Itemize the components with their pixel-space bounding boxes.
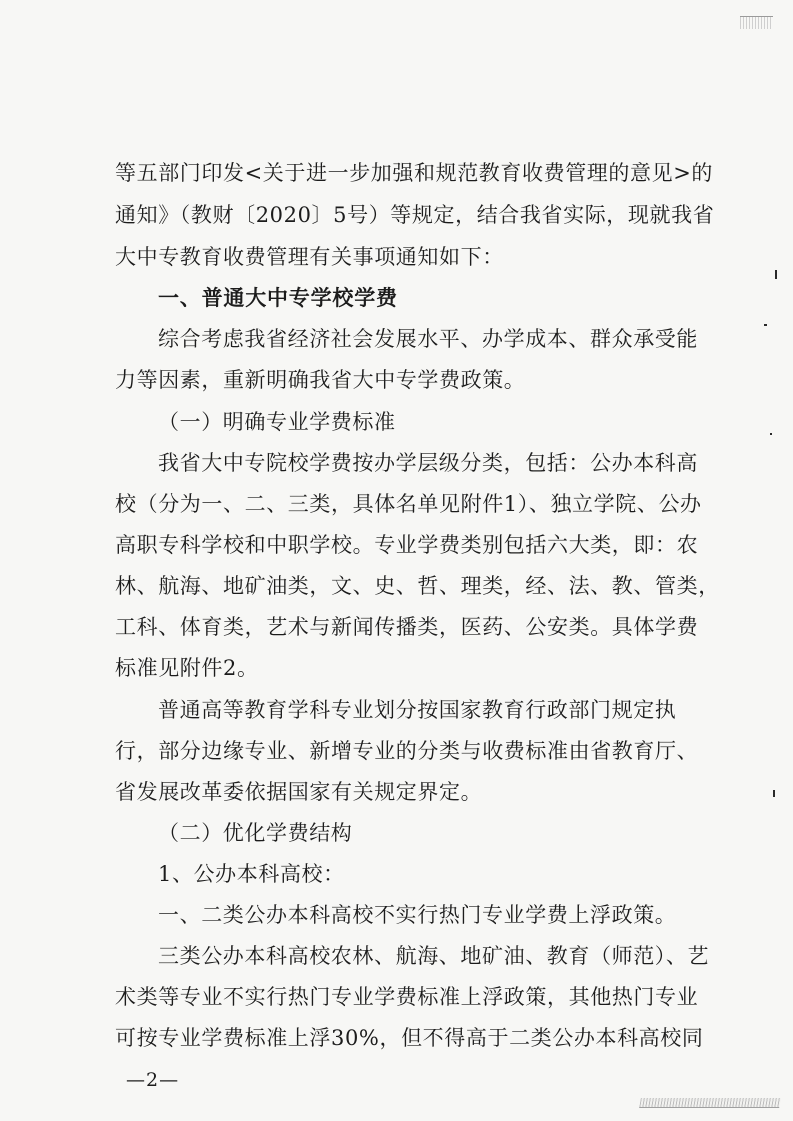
paragraph-line: 工科、体育类，艺术与新闻传播类，医药、公安类。具体学费 — [115, 615, 699, 639]
paragraph-line: 综合考虑我省经济社会发展水平、办学成本、群众承受能 — [158, 327, 698, 351]
subsection-heading: （二）优化学费结构 — [158, 821, 353, 845]
paragraph-line: 省发展改革委依据国家有关规定界定。 — [115, 780, 483, 804]
paragraph-line: 行，部分边缘专业、新增专业的分类与收费标准由省教育厅、 — [115, 739, 699, 763]
list-item-heading: 1、公办本科高校： — [158, 862, 345, 886]
scan-speck — [770, 433, 772, 435]
scan-speck — [775, 270, 777, 279]
scan-artifact-top — [740, 16, 773, 29]
paragraph-line: 我省大中专院校学费按办学层级分类，包括：公办本科高 — [158, 451, 698, 475]
paragraph-line: 可按专业学费标准上浮30%，但不得高于二类公办本科高校同 — [115, 1026, 704, 1050]
paragraph-line: 普通高等教育学科专业划分按国家教育行政部门规定执 — [158, 698, 677, 722]
scan-speck — [764, 324, 767, 326]
paragraph-line: 力等因素，重新明确我省大中专学费政策。 — [115, 368, 526, 392]
paragraph-line: 通知》（教财〔2020〕5号）等规定，结合我省实际，现就我省 — [115, 203, 715, 227]
paragraph-line: 大中专教育收费管理有关事项通知如下： — [115, 245, 504, 269]
section-heading: 一、普通大中专学校学费 — [158, 285, 398, 310]
paragraph-line: 林、航海、地矿油类，文、史、哲、理类，经、法、教、管类， — [115, 574, 720, 598]
paragraph-line: 高职专科学校和中职学校。专业学费类别包括六大类，即：农 — [115, 533, 699, 557]
paragraph-line: 三类公办本科高校农林、航海、地矿油、教育（师范）、艺 — [158, 944, 710, 968]
page-number: —2— — [126, 1069, 180, 1091]
paragraph-line: 校（分为一、二、三类，具体名单见附件1）、独立学院、公办 — [115, 492, 702, 516]
paragraph-line: 术类等专业不实行热门专业学费标准上浮政策，其他热门专业 — [115, 985, 699, 1009]
scan-artifact-bottom — [639, 1098, 781, 1108]
paragraph-line: 标准见附件2。 — [115, 656, 259, 680]
paragraph-line: 等五部门印发<关于进一步加强和规范教育收费管理的意见>的 — [115, 161, 713, 185]
paragraph-line: 一、二类公办本科高校不实行热门专业学费上浮政策。 — [158, 903, 677, 927]
scan-speck — [773, 790, 775, 797]
subsection-heading: （一）明确专业学费标准 — [158, 410, 396, 434]
